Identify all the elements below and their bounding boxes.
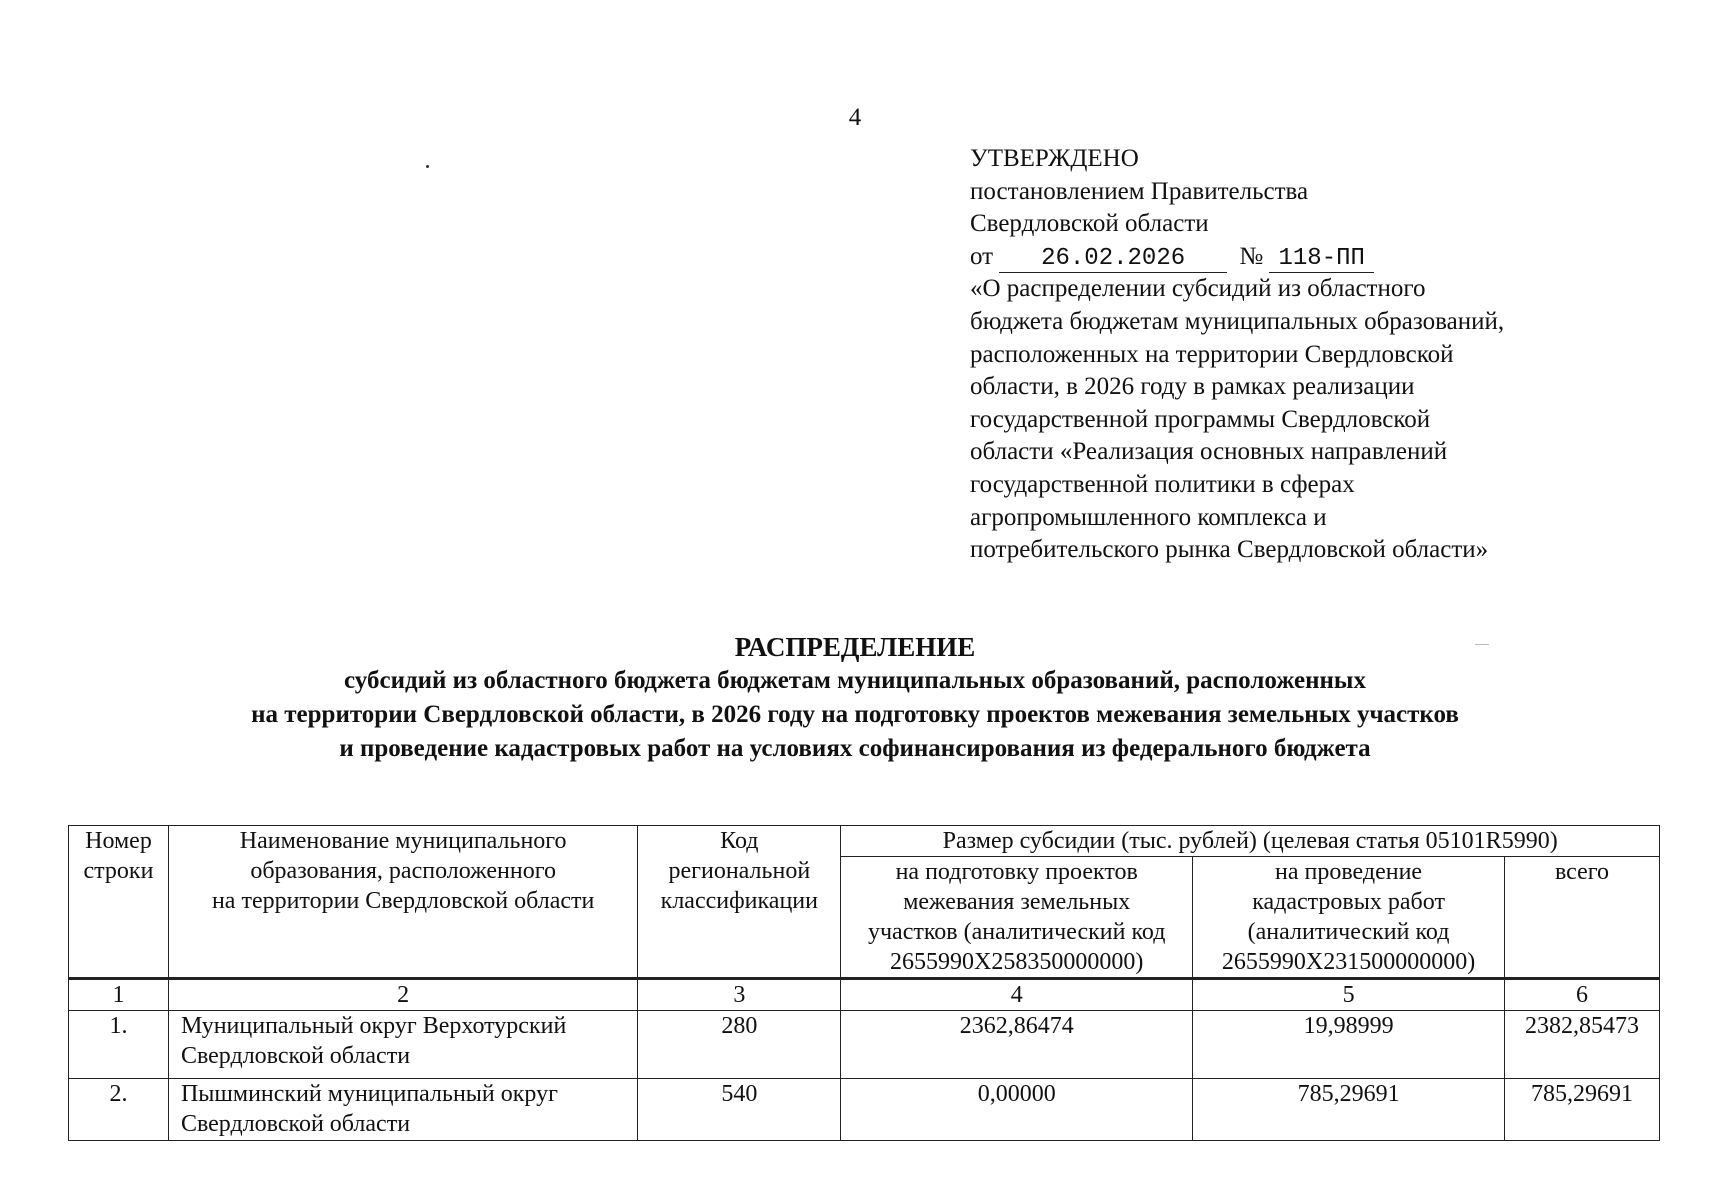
header-line: региональной [668,858,811,884]
municipality-name [168,1079,637,1141]
survey-projects-amount: 2362,86474 [841,1011,1193,1079]
table-row [69,1011,1660,1079]
table-row [69,1079,1660,1141]
total-amount: 2382,85473 [1505,1011,1660,1079]
approval-block [970,143,1690,567]
header-name [168,826,637,979]
approval-title-line: области, в 2026 году в рамках реализации [970,373,1415,401]
date-prefix: от [970,242,994,270]
approval-title-line: государственной программы Свердловской [970,405,1431,433]
header-line: кадастровых работ [1252,889,1445,915]
number-prefix: № [1239,242,1264,270]
name-line: Свердловской области [180,1043,411,1069]
row-number: 1. [69,1011,169,1079]
column-number: 2 [168,979,637,1011]
approval-date-line [970,241,1690,274]
scan-speck [426,165,429,168]
approval-line: Свердловской области [970,210,1209,238]
header-line: 2655990Х258350000000) [890,949,1144,975]
header-line: на проведение [1275,859,1423,885]
header-line: 2655990Х231500000000) [1221,949,1476,975]
approval-title-line: расположенных на территории Свердловской [970,340,1454,368]
name-line: Свердловской области [180,1111,411,1137]
cadastral-works-amount: 785,29691 [1193,1079,1505,1141]
document-subtitle-line: субсидий из областного бюджета бюджетам муниципальных образований, расположенных [344,667,1366,694]
header-line: Номер [85,828,152,854]
name-line: Пышминский муниципальный округ [180,1081,558,1107]
header-line: образования, расположенного [250,858,556,884]
approval-number: 118-ПП [1269,246,1374,273]
approval-title-line: бюджета бюджетам муниципальных образований, [970,307,1505,335]
header-col6: всего [1505,857,1660,979]
header-subsidy: Размер субсидии (тыс. рублей) (целевая статья 05101R5990) [841,826,1660,857]
approval-date: 26.02.2026 [999,246,1227,273]
header-line: участков (аналитический код [867,919,1166,945]
column-number: 1 [69,979,169,1011]
header-row-number [69,826,169,979]
header-line: на подготовку проектов [895,859,1138,885]
column-number: 4 [841,979,1193,1011]
approval-title-line: агропромышленного комплекса и [970,503,1327,531]
table-header-row [69,826,1660,857]
column-number: 3 [638,979,841,1011]
page-number: 4 [848,104,862,131]
approval-title-line: «О распределении субсидий из областного [970,275,1426,303]
header-line: (аналитический код [1247,919,1450,945]
document-title [0,630,1710,766]
approval-title-line: потребительского рынка Свердловской области» [970,536,1489,564]
approval-line: постановлением Правительства [970,177,1309,205]
header-col5 [1193,857,1505,979]
approval-stamp: УТВЕРЖДЕНО [970,145,1139,172]
total-amount: 785,29691 [1505,1079,1660,1141]
document-subtitle-line: на территории Свердловской области, в 2026 году на подготовку проектов межевания земельных участков [251,701,1459,728]
approval-title-line: государственной политики в сферах [970,470,1355,498]
survey-projects-amount: 0,00000 [841,1079,1193,1141]
header-code [638,826,841,979]
header-col4 [841,857,1193,979]
name-line: Муниципальный округ Верхотурский [180,1013,567,1039]
regional-code: 280 [638,1011,841,1079]
cadastral-works-amount: 19,98999 [1193,1011,1505,1079]
column-number: 5 [1193,979,1505,1011]
column-number-row [69,979,1660,1011]
subsidy-table [68,825,1660,1141]
header-line: на территории Свердловской области [211,888,595,914]
document-heading: РАСПРЕДЕЛЕНИЕ [734,632,976,662]
municipality-name [168,1011,637,1079]
column-number: 6 [1505,979,1660,1011]
header-line: межевания земельных [903,889,1131,915]
header-line: Код [720,828,759,854]
header-line: строки [83,858,154,884]
header-line: Наименование муниципального [239,828,567,854]
approval-title-line: области «Реализация основных направлений [970,438,1448,466]
document-subtitle-line: и проведение кадастровых работ на условиях софинансирования из федерального бюджета [339,735,1371,762]
row-number: 2. [69,1079,169,1141]
regional-code: 540 [638,1079,841,1141]
header-line: классификации [660,888,818,914]
